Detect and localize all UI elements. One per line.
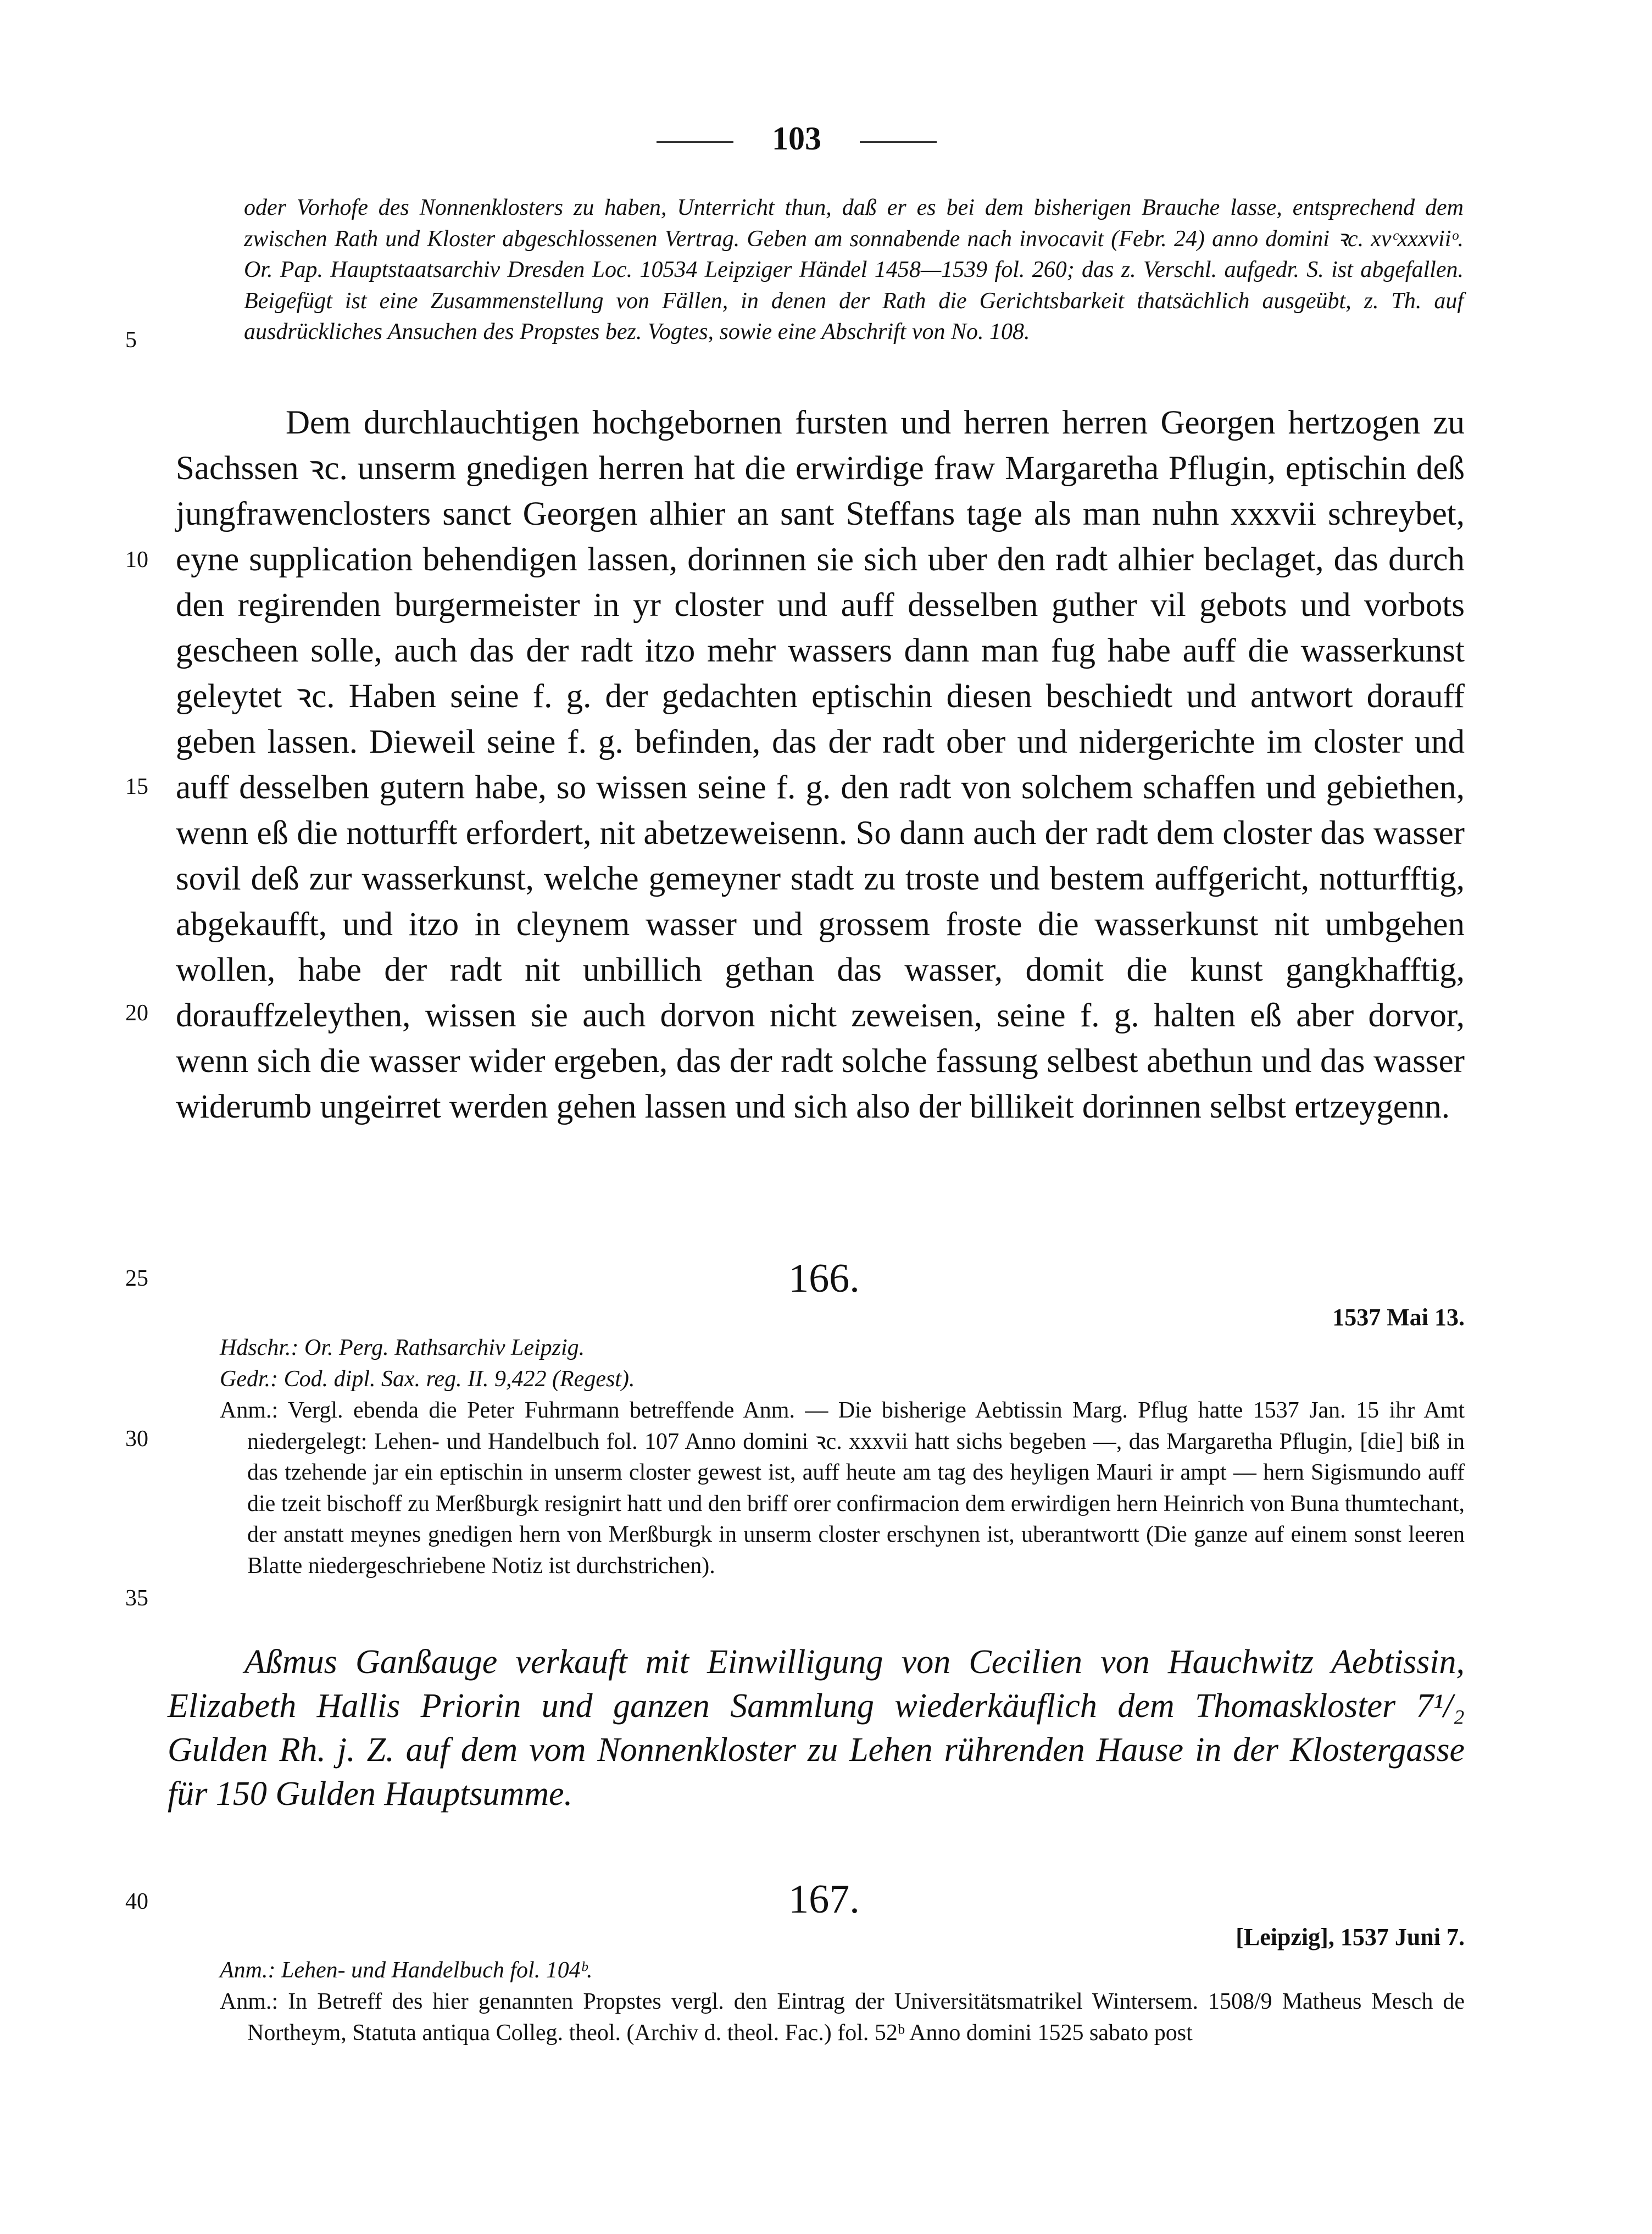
doc167-anm2: Anm.: In Betreff des hier genannten Propstes vergl. den Eintrag der Universitätsmatrikel Wintersem. 1508/9 Matheus Mesch de Northeym, Statuta antiqua Colleg. theol. (Archiv d. theol. Fac.) fol. 52ᵇ Anno domini 1525 sabato post (220, 1989, 1465, 2046)
line-number-10: 10 (125, 547, 148, 573)
line-number-15: 15 (125, 774, 148, 799)
header-rule-left (657, 141, 733, 143)
doc166-hdschr: Hdschr.: Or. Perg. Rathsarchiv Leipzig. (220, 1335, 585, 1360)
line-number-30: 30 (125, 1426, 148, 1452)
doc167-date: [Leipzig], 1537 Juni 7. (1236, 1924, 1465, 1950)
doc166-regest: Aßmus Ganßauge verkauft mit Einwilligung von Cecilien von Hauchwitz Aebtissin, Elizabeth Hallis Priorin und ganzen Sammlung wiederkäuflich dem Thomaskloster 7¹/₂ Gulden Rh. j. Z. auf dem vom Nonnenkloster zu Lehen rührenden Hause in der Klostergasse für 150 Gulden Hauptsumme. (168, 1643, 1465, 1813)
doc166-anm: Anm.: Vergl. ebenda die Peter Fuhrmann betreffende Anm. — Die bisherige Aebtissin Marg. Pflug hatte 1537 Jan. 15 ihr Amt niedergelegt: Lehen- und Handelbuch fol. 107 Anno domini ꝛc. xxxvii hatt sichs begeben —, das Margaretha Pflugin, [die] biß in das tzehende jar ein eptischin in unserm closter gewest ist, auff heute am tag des heyligen Mauri ir ampt — hern Sigismundo auff die tzeit bischoff zu Merßburgk resignirt hatt und den briff orer confirmacion dem erwirdigen hern Heinrich von Buna thumtechant, der anstatt meynes gnedigen hern von Merßburgk in unserm closter erschynen ist, uberantwortt (Die ganze auf einem sonst leeren Blatte niedergeschriebene Notiz ist durchstrichen). (220, 1398, 1465, 1579)
line-number-20: 20 (125, 1001, 148, 1026)
page-header (604, 120, 989, 158)
intro-note: oder Vorhofe des Nonnenklosters zu haben, Unterricht thun, daß er es bei dem bisherigen Brauche lasse, entsprechend dem zwischen Rath und Kloster abgeschlossenen Vertrag. Geben am sonnabende nach invocavit (Febr. 24) anno domini ꝛc. xvᶜxxxviiᵒ. Or. Pap. Hauptstaatsarchiv Dresden Loc. 10534 Leipziger Händel 1458—1539 fol. 260; das z. Verschl. aufgedr. S. ist abgefallen. Beigefügt ist eine Zusammenstellung von Fällen, in denen der Rath die Gerichtsbarkeit thatsächlich ausgeübt, z. Th. auf ausdrückliches Ansuchen des Propstes bez. Vogtes, sowie eine Abschrift von No. 108. (244, 195, 1464, 344)
doc166-number: 166. (788, 1256, 860, 1301)
page-number: 103 (772, 120, 821, 157)
line-number-5: 5 (125, 327, 137, 353)
line-number-35: 35 (125, 1586, 148, 1611)
doc166-gedr: Gedr.: Cod. dipl. Sax. reg. II. 9,422 (Regest). (220, 1366, 635, 1392)
line-number-25: 25 (125, 1266, 148, 1291)
main-text: Dem durchlauchtigen hochgebornen fursten und herren herren Georgen hertzogen zu Sachssen ꝛc. unserm gnedigen herren hat die erwirdige fraw Margaretha Pflugin, eptischin deß jungfrawenclosters sanct Georgen alhier an sant Steffans tage als man nuhn xxxvii schreybet, eyne supplication behendigen lassen, dorinnen sie sich uber den radt alhier beclaget, das durch den regirenden burgermeister in yr closter und auff desselben guther vil gebots und vorbots gescheen solle, auch das der radt itzo mehr wassers dann man fug habe auff die wasserkunst geleytet ꝛc. Haben seine f. g. der gedachten eptischin diesen beschiedt und antwort dorauff geben lassen. Dieweil seine f. g. befinden, das der radt ober und nidergerichte im closter und auff desselben gutern habe, so wissen seine f. g. den radt von solchem schaffen und gebiethen, wenn eß die notturfft erfordert, nit abetzeweisenn. So dann auch der radt dem closter das wasser sovil deß zur wasserkunst, welche gemeyner stadt zu troste und bestem auffgericht, notturfftig, abgekaufft, und itzo in cleynem wasser und grossem froste die wasserkunst nit umbgehen wollen, habe der radt nit unbillich gethan das wasser, domit die kunst gangkhafftig, dorauffzeleythen, wissen sie auch dorvon nicht zeweisen, seine f. g. halten eß aber dorvor, wenn sich die wasser wider ergeben, das der radt solche fassung selbest abethun und das wasser widerumb ungeirret werden gehen lassen und sich also der billikeit dorinnen selbst ertzeygenn. (176, 404, 1465, 1125)
doc166-date: 1537 Mai 13. (1332, 1304, 1465, 1331)
header-rule-right (860, 141, 937, 143)
doc167-anm1: Anm.: Lehen- und Handelbuch fol. 104ᵇ. (220, 1958, 593, 1983)
line-number-40: 40 (125, 1889, 148, 1914)
doc167-number: 167. (788, 1877, 860, 1922)
